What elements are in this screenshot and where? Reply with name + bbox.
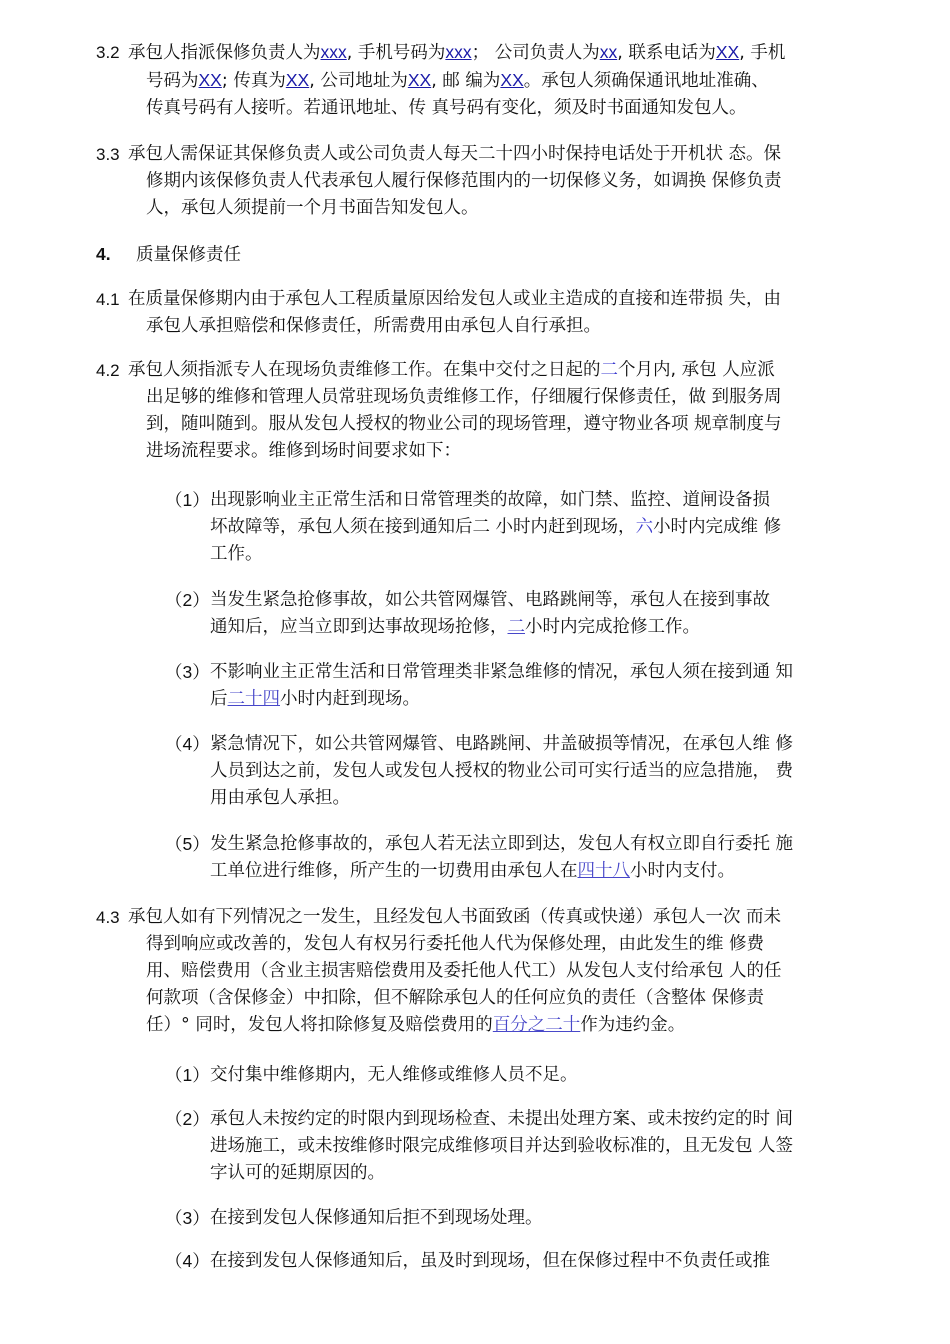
clause-3-2 bbox=[96, 39, 860, 122]
clause-line: 传真号码有人接听。若通讯地址、传 真号码有变化，须及时书面通知发包人。 bbox=[146, 98, 747, 118]
clause-line: 修期内该保修负责人代表承包人履行保修范围内的一切保修义务，如调换 保修负责 bbox=[146, 171, 782, 191]
list-item bbox=[165, 1205, 861, 1232]
list-item-line: 进场施工，或未按维修时限完成维修项目并达到验收标准的，且无发包 人签 bbox=[210, 1136, 794, 1156]
list-item-number: （4） bbox=[165, 734, 210, 754]
list-item-line: 交付集中维修期内，无人维修或维修人员不足。 bbox=[210, 1065, 578, 1085]
highlighted-term: 二 bbox=[600, 360, 618, 380]
list-item bbox=[165, 587, 861, 641]
list-item bbox=[165, 731, 861, 812]
clause-4-1 bbox=[96, 286, 860, 340]
list-item bbox=[165, 1248, 861, 1275]
list-item-line: 出现影响业主正常生活和日常管理类的故障，如门禁、监控、道闸设备损 bbox=[210, 490, 770, 510]
list-item bbox=[165, 831, 861, 885]
clause-line: 何款项（含保修金）中扣除，但不解除承包人的任何应负的责任（含整体 保修责 bbox=[146, 988, 765, 1008]
highlighted-term: 百分之二十 bbox=[492, 1015, 581, 1035]
clause-line: 承包人须指派专人在现场负责维修工作。在集中交付之日起的二个月内, 承包 人应派 bbox=[128, 360, 775, 380]
placeholder-field: XX bbox=[407, 70, 432, 90]
list-item-line: 在接到发包人保修通知后拒不到现场处理。 bbox=[210, 1208, 543, 1228]
list-item-number: （3） bbox=[165, 1208, 210, 1228]
clause-4-3 bbox=[96, 904, 860, 1039]
clause-line: 到，随叫随到。服从发包人授权的物业公司的现场管理，遵守物业各项 规章制度与 bbox=[146, 414, 782, 434]
list-item-line: 当发生紧急抢修事故，如公共管网爆管、电路跳闸等，承包人在接到事故 bbox=[210, 590, 770, 610]
clause-number: 4.2 bbox=[96, 361, 120, 380]
clause-line: 用、赔偿费用（含业主损害赔偿费用及委托他人代工）从发包人支付给承包 人的任 bbox=[146, 961, 782, 981]
clause-number: 4.1 bbox=[96, 290, 120, 309]
list-item-number: （2） bbox=[165, 1109, 210, 1129]
clause-line: 承包人承担赔偿和保修责任，所需费用由承包人自行承担。 bbox=[146, 316, 601, 336]
section-number: 4. bbox=[96, 244, 111, 264]
clause-line: 得到响应或改善的，发包人有权另行委托他人代为保修处理，由此发生的维 修费 bbox=[146, 934, 765, 954]
section-heading-4 bbox=[96, 241, 241, 269]
clause-line: 承包人指派保修负责人为xxx, 手机号码为xxx； 公司负责人为xx, 联系电话为XX, 手机 bbox=[128, 42, 786, 63]
list-item-line: 用由承包人承担。 bbox=[210, 788, 350, 808]
placeholder-field: xx bbox=[599, 42, 618, 62]
list-item-number: （3） bbox=[165, 662, 210, 682]
list-item bbox=[165, 1062, 861, 1089]
clause-3-3 bbox=[96, 141, 860, 222]
clause-line: 进场流程要求。维修到场时间要求如下： bbox=[146, 441, 461, 461]
highlighted-term: 六 bbox=[635, 517, 654, 537]
placeholder-field: xxx bbox=[320, 42, 347, 62]
list-item-line: 工作。 bbox=[210, 544, 263, 564]
clause-line: 承包人需保证其保修负责人或公司负责人每天二十四小时保持电话处于开机状 态。保 bbox=[128, 144, 782, 164]
clause-line: 在质量保修期内由于承包人工程质量原因给发包人或业主造成的直接和连带损 失，由 bbox=[128, 289, 782, 309]
placeholder-field: XX bbox=[198, 70, 222, 90]
list-item-line: 字认可的延期原因的。 bbox=[210, 1163, 385, 1183]
clause-number: 3.2 bbox=[96, 43, 120, 62]
list-item-line: 后二十四小时内赶到现场。 bbox=[210, 689, 420, 709]
list-item-line: 紧急情况下，如公共管网爆管、电路跳闸、井盖破损等情况，在承包人维 修 bbox=[210, 734, 794, 754]
clause-line: 号码为XX; 传真为XX, 公司地址为XX, 邮 编为XX。承包人须确保通讯地址准确、 bbox=[146, 70, 769, 91]
section-title: 质量保修责任 bbox=[136, 245, 241, 265]
list-item-number: （2） bbox=[165, 590, 210, 610]
list-item-line: 通知后，应当立即到达事故现场抢修，二小时内完成抢修工作。 bbox=[210, 617, 700, 637]
clause-line: 出足够的维修和管理人员常驻现场负责维修工作，仔细履行保修责任，做 到服务周 bbox=[146, 387, 782, 407]
list-item bbox=[165, 487, 861, 568]
list-item-line: 在接到发包人保修通知后，虽及时到现场，但在保修过程中不负责任或推 bbox=[210, 1251, 770, 1271]
list-item-number: （5） bbox=[165, 834, 210, 854]
highlighted-term: 二 bbox=[507, 617, 525, 637]
clause-line: 人，承包人须提前一个月书面告知发包人。 bbox=[146, 198, 479, 218]
list-item-number: （4） bbox=[165, 1251, 210, 1271]
clause-line: 承包人如有下列情况之一发生，且经发包人书面致函（传真或快递）承包人一次 而未 bbox=[128, 907, 782, 927]
list-item-number: （1） bbox=[165, 490, 210, 510]
clause-line: 任）° 同时，发包人将扣除修复及赔偿费用的百分之二十作为违约金。 bbox=[146, 1015, 686, 1035]
list-item-line: 不影响业主正常生活和日常管理类非紧急维修的情况，承包人须在接到通 知 bbox=[210, 662, 794, 682]
clause-number: 3.3 bbox=[96, 145, 120, 164]
list-item-line: 人员到达之前，发包人或发包人授权的物业公司可实行适当的应急措施， 费 bbox=[210, 761, 794, 781]
highlighted-term: 二十四 bbox=[227, 689, 280, 709]
placeholder-field: XX bbox=[715, 42, 740, 62]
list-item-number: （1） bbox=[165, 1065, 210, 1085]
list-item bbox=[165, 659, 861, 713]
list-item-line: 坏故障等，承包人须在接到通知后二 小时内赶到现场，六小时内完成维 修 bbox=[210, 517, 782, 537]
list-item bbox=[165, 1106, 861, 1187]
placeholder-field: XX bbox=[285, 70, 310, 90]
placeholder-field: xxx bbox=[445, 42, 472, 62]
clause-4-2 bbox=[96, 357, 860, 465]
highlighted-term: 四十八 bbox=[577, 861, 630, 881]
list-item-line: 工单位进行维修，所产生的一切费用由承包人在四十八小时内支付。 bbox=[210, 861, 735, 881]
list-item-line: 承包人未按约定的时限内到现场检查、未提出处理方案、或未按约定的时 间 bbox=[210, 1109, 794, 1129]
list-item-line: 发生紧急抢修事故的，承包人若无法立即到达，发包人有权立即自行委托 施 bbox=[210, 834, 794, 854]
clause-number: 4.3 bbox=[96, 908, 120, 927]
placeholder-field: XX bbox=[500, 70, 524, 90]
